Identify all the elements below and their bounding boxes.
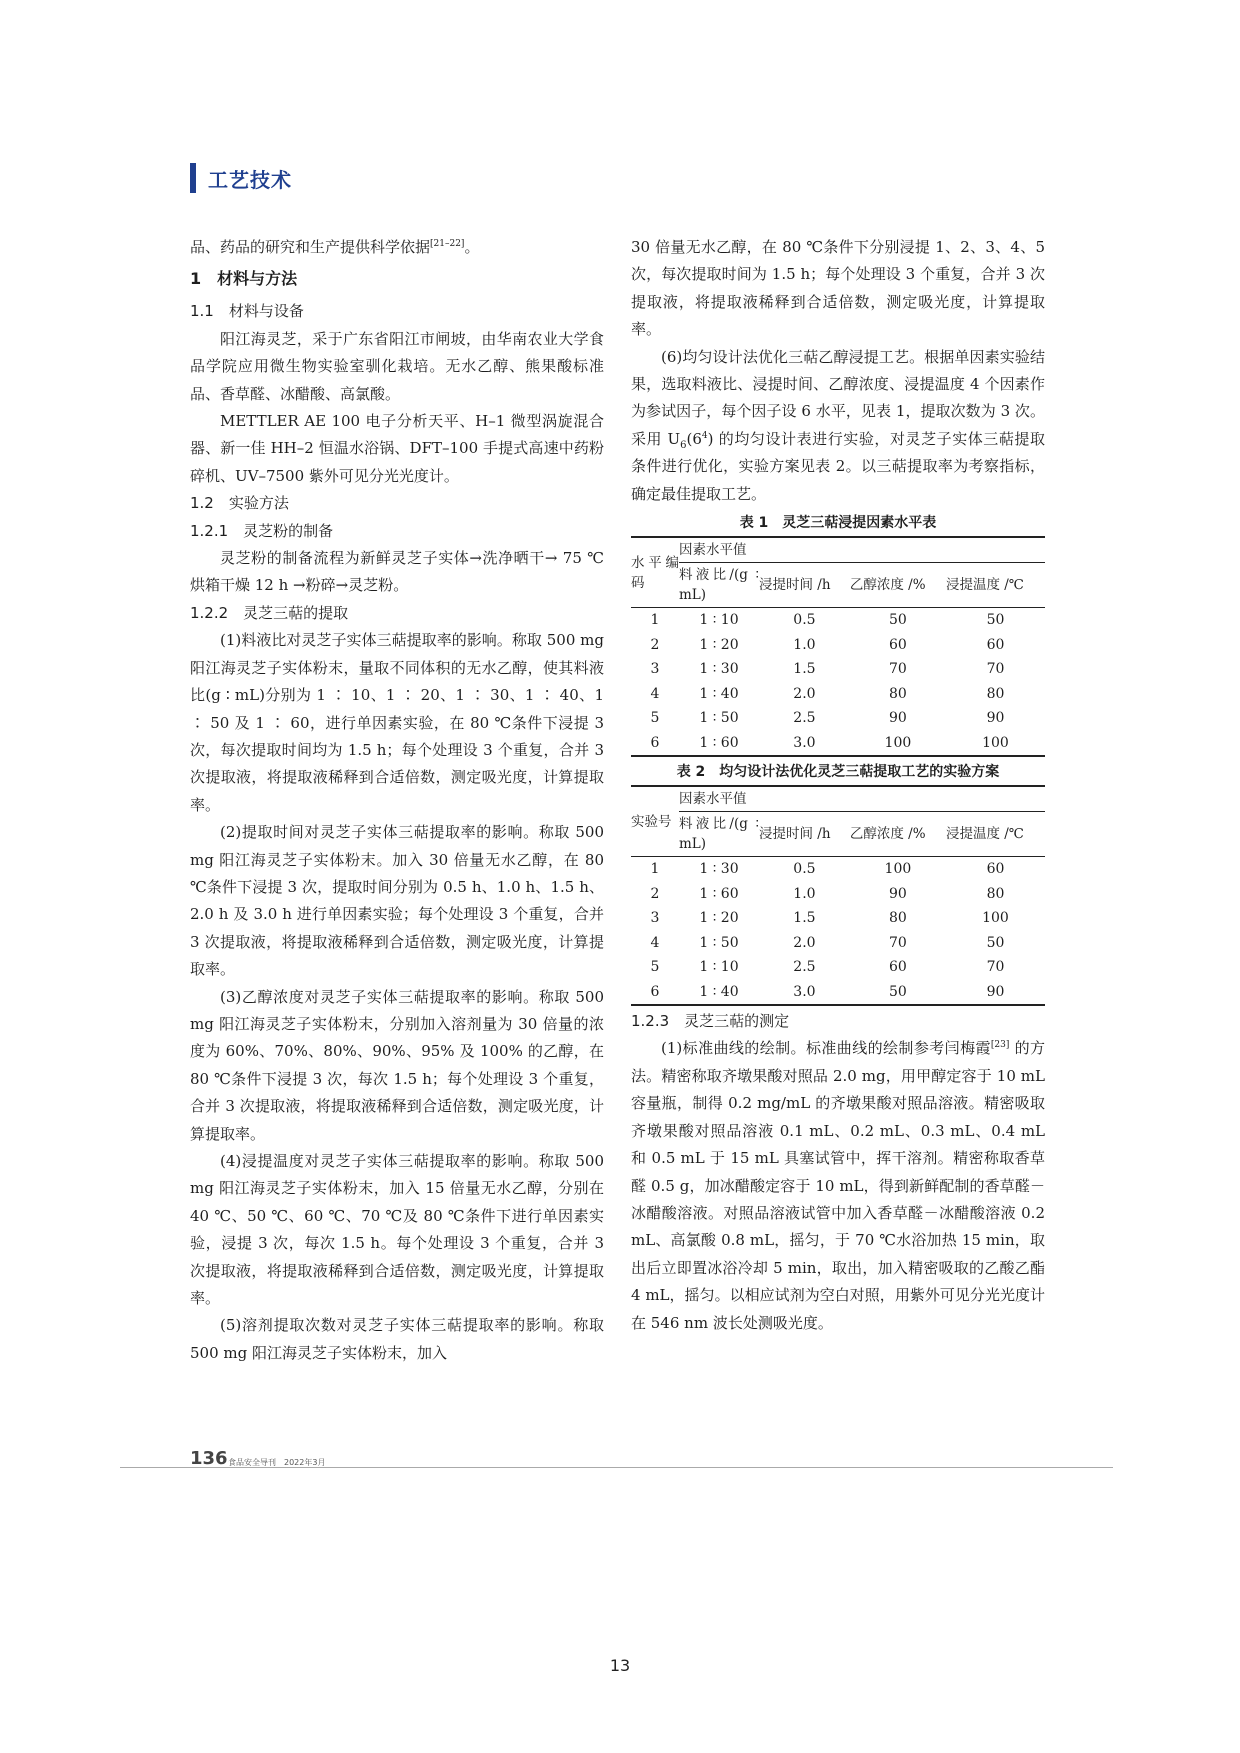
table-cell: 50 xyxy=(986,934,1005,951)
paragraph: (3)乙醇浓度对灵芝子实体三萜提取率的影响。称取 500 mg 阳江海灵芝子实体粉末，分别加入溶剂量为 30 倍量的浓度为 60%、70%、80%、90%、95% 及 100% 的乙醇，在 80 ℃条件下浸提 3 次，每次 1.5 h；每个处理设 3 个重复，合并 3 次提取液，将提取液稀释到合适倍数，测定吸光度，计算提取率。 xyxy=(190,987,604,1143)
table-cell: 70 xyxy=(889,934,907,951)
paragraph: (1)料液比对灵芝子实体三萜提取率的影响。称取 500 mg 阳江海灵芝子实体粉末，量取不同体积的无水乙醇，使其料液比(g ∶ mL)分别为 1 ∶ 10、1 ∶ 20、1 ∶ 30、1 ∶ 40、1 ∶ 50 及 1 ∶ 60，进行单因素实验，在 80 ℃条件下浸提 3 次，每次提取时间均为 1.5 h；每个处理设 3 个重复，合并 3 次提取液，将提取液稀释到合适倍数，测定吸光度，计算提取率。 xyxy=(190,631,604,814)
header-accent-bar xyxy=(190,163,196,193)
table-cell: 1 ∶ 10 xyxy=(699,612,739,629)
table-cell: 0.5 xyxy=(793,861,816,878)
table-caption: 表 2 均匀设计法优化灵芝三萜提取工艺的实验方案 xyxy=(676,764,1000,781)
table-cell: 1 ∶ 60 xyxy=(699,885,739,902)
table-cell: 80 xyxy=(889,685,907,702)
table-row xyxy=(631,682,1045,707)
table-cell: 2.0 xyxy=(793,685,816,702)
table-cell: 6 xyxy=(650,734,660,751)
table-row xyxy=(631,906,1045,931)
table-cell: 1 ∶ 40 xyxy=(699,983,739,1000)
table-cell: 1 ∶ 20 xyxy=(699,910,739,927)
paragraph: (1)标准曲线的绘制。标准曲线的绘制参考闫梅霞[23] 的方法。精密称取齐墩果酸对照品 2.0 mg，用甲醇定容于 10 mL 容量瓶，制得 0.2 mg/mL 的齐墩果酸对照品溶液。精密吸取齐墩果酸对照品溶液 0.1 mL、0.2 mL、0.3 mL、0.4 mL 和 0.5 mL 于 15 mL 具塞试管中，挥干溶剂。精密称取香草醛 0.5 g，加冰醋酸定容于 10 mL，得到新鲜配制的香草醛－冰醋酸溶液。对照品溶液试管中加入香草醛－冰醋酸溶液 0.2 mL、高氯酸 0.8 mL，摇匀，于 70 ℃水浴加热 15 min，取出后立即置冰浴冷却 5 min，取出，加入精密吸取的乙酸乙酯 4 mL，摇匀。以相应试剂为空白对照，用紫外可见分光光度计在 546 nm 波长处测吸光度。 xyxy=(631,1039,1045,1332)
table-cell: 5 xyxy=(650,959,660,976)
footer-journal-name: 食品安全导刊 2022年3月 xyxy=(228,1458,326,1467)
table-header-cell: 料液比/(g ∶ mL) xyxy=(679,567,759,604)
right-column xyxy=(631,234,1045,1337)
section-header xyxy=(190,163,292,193)
table-row xyxy=(631,657,1045,682)
table-cell: 1 xyxy=(650,612,660,629)
subsection-heading: 1.2.1 灵芝粉的制备 xyxy=(190,521,334,540)
table-header-cell: 实验号 xyxy=(631,786,679,857)
table-cell: 70 xyxy=(889,661,907,678)
table-cell: 1.5 xyxy=(793,910,816,927)
table-header-cell: 浸提时间 /h xyxy=(759,577,831,594)
table-cell: 1 xyxy=(650,861,660,878)
table-cell: 50 xyxy=(889,983,907,1000)
experiment-plan-table xyxy=(631,785,1045,1006)
table-header-cell: 浸提温度 /℃ xyxy=(945,826,1024,843)
table-cell: 100 xyxy=(884,734,912,751)
table-cell: 80 xyxy=(986,885,1005,902)
table-row xyxy=(631,633,1045,658)
table-cell: 90 xyxy=(889,885,907,902)
citation: [21–22] xyxy=(430,239,465,249)
paragraph: (6)均匀设计法优化三萜乙醇浸提工艺。根据单因素实验结果，选取料液比、浸提时间、乙醇浓度、浸提温度 4 个因素作为参试因子，每个因子设 6 水平，见表 1，提取次数为 3 次。采用 $U_6(6^4)$ 的均匀设计表进行实验，对灵芝子实体三萜提取条件进行优化，实验方案见表 2。以三萜提取率为考察指标，确定最佳提取工艺。 xyxy=(631,347,1045,503)
table-cell: 70 xyxy=(986,959,1005,976)
paragraph: 灵芝粉的制备流程为新鲜灵芝子实体→洗净晒干→ 75 ℃烘箱干燥 12 h →粉碎→灵芝粉。 xyxy=(190,549,604,595)
table-cell: 50 xyxy=(889,612,907,629)
table-row xyxy=(631,955,1045,980)
subsection-heading: 1.1 材料与设备 xyxy=(190,302,304,321)
table-cell: 3 xyxy=(650,661,660,678)
table-cell: 90 xyxy=(889,710,907,727)
table-cell: 1.0 xyxy=(793,636,816,653)
table-cell: 100 xyxy=(982,734,1009,751)
table-header-cell: 乙醇浓度 /% xyxy=(849,826,926,843)
table-cell: 6 xyxy=(650,983,660,1000)
table-cell: 2.5 xyxy=(793,959,816,976)
paragraph: (2)提取时间对灵芝子实体三萜提取率的影响。称取 500 mg 阳江海灵芝子实体粉末。加入 30 倍量无水乙醇，在 80 ℃条件下浸提 3 次，提取时间分别为 0.5 h、1.0 h、1.5 h、2.0 h 及 3.0 h 进行单因素实验；每个处理设 3 个重复，合并 3 次提取液，将提取液稀释到合适倍数，测定吸光度，计算提取率。 xyxy=(190,823,604,979)
table-cell: 60 xyxy=(889,959,907,976)
table-cell: 1.0 xyxy=(793,885,816,902)
table-cell: 1 ∶ 40 xyxy=(699,685,739,702)
factor-level-table xyxy=(631,536,1045,757)
header-title: 工艺技术 xyxy=(208,167,292,192)
table-cell: 1 ∶ 20 xyxy=(699,636,739,653)
table-cell: 60 xyxy=(986,861,1005,878)
page-number: 13 xyxy=(609,1656,631,1675)
table-row xyxy=(631,857,1045,882)
table-row xyxy=(631,706,1045,731)
table-cell: 3 xyxy=(650,910,660,927)
subsection-heading: 1.2.2 灵芝三萜的提取 xyxy=(190,603,349,622)
table-cell: 60 xyxy=(889,636,907,653)
table-cell: 3.0 xyxy=(793,983,816,1000)
table-cell: 2 xyxy=(650,885,660,902)
paragraph: (4)浸提温度对灵芝子实体三萜提取率的影响。称取 500 mg 阳江海灵芝子实体粉末，加入 15 倍量无水乙醇，分别在 40 ℃、50 ℃、60 ℃、70 ℃及 80 ℃条件下进行单因素实验，浸提 3 次，每次 1.5 h。每个处理设 3 个重复，合并 3 次提取液，将提取液稀释到合适倍数，测定吸光度，计算提取率。 xyxy=(190,1152,604,1308)
table-cell: 60 xyxy=(986,636,1005,653)
section-heading: 1 材料与方法 xyxy=(190,269,298,289)
citation: [23] xyxy=(990,1040,1010,1051)
table-cell: 80 xyxy=(986,685,1005,702)
table-caption: 表 1 灵芝三萜浸提因素水平表 xyxy=(739,515,937,532)
footer-rule xyxy=(120,1467,1113,1468)
table-cell: 1 ∶ 10 xyxy=(699,959,739,976)
table-cell: 70 xyxy=(986,661,1005,678)
table-cell: 100 xyxy=(982,910,1009,927)
table-cell: 1 ∶ 30 xyxy=(699,861,739,878)
paragraph: 品、药品的研究和生产提供科学依据[21–22]。 xyxy=(190,238,480,256)
table-cell: 1 ∶ 60 xyxy=(699,734,739,751)
table-row xyxy=(631,980,1045,1006)
paragraph: (5)溶剂提取次数对灵芝子实体三萜提取率的影响。称取 500 mg 阳江海灵芝子实体粉末，加入 xyxy=(190,1316,604,1362)
footer-page-number: 136 xyxy=(190,1448,228,1469)
table-row xyxy=(631,882,1045,907)
paragraph: 30 倍量无水乙醇，在 80 ℃条件下分别浸提 1、2、3、4、5 次，每次提取时间为 1.5 h；每个处理设 3 个重复，合并 3 次提取液，将提取液稀释到合适倍数，测定吸光度，计算提取率。 xyxy=(631,238,1045,339)
table-row xyxy=(631,931,1045,956)
table-cell: 80 xyxy=(889,910,907,927)
table-cell: 1 ∶ 50 xyxy=(699,710,739,727)
table-cell: 90 xyxy=(986,710,1005,727)
table-cell: 1 ∶ 30 xyxy=(699,661,739,678)
table-cell: 4 xyxy=(650,934,660,951)
table-cell: 2.5 xyxy=(793,710,816,727)
table-cell: 5 xyxy=(650,710,660,727)
table-row xyxy=(631,608,1045,633)
paragraph: 阳江海灵芝，采于广东省阳江市闸坡，由华南农业大学食品学院应用微生物实验室驯化栽培。无水乙醇、熊果酸标准品、香草醛、冰醋酸、高氯酸。 xyxy=(190,329,604,403)
table-body xyxy=(631,608,1045,757)
table-cell: 2.0 xyxy=(793,934,816,951)
table-cell: 50 xyxy=(986,612,1005,629)
table-group-header: 因素水平值 xyxy=(679,537,1045,563)
subsection-heading: 1.2.3 灵芝三萜的测定 xyxy=(631,1012,790,1031)
table-header-cell: 水平编码 xyxy=(631,537,679,608)
table-cell: 90 xyxy=(986,983,1005,1000)
paragraph: METTLER AE 100 电子分析天平、H–1 微型涡旋混合器、新一佳 HH–2 恒温水浴锅、DFT–100 手提式高速中药粉碎机、UV–7500 紫外可见分光光度计。 xyxy=(190,412,604,485)
table-cell: 100 xyxy=(884,861,912,878)
table-cell: 2 xyxy=(650,636,660,653)
table-body xyxy=(631,857,1045,1006)
table-row xyxy=(631,731,1045,757)
table-cell: 3.0 xyxy=(793,734,816,751)
table-header-cell: 浸提温度 /℃ xyxy=(945,577,1024,594)
table-header-cell: 乙醇浓度 /% xyxy=(849,577,926,594)
table-cell: 0.5 xyxy=(793,612,816,629)
table-cell: 1 ∶ 50 xyxy=(699,934,739,951)
table-cell: 4 xyxy=(650,685,660,702)
left-column xyxy=(190,234,604,1367)
table-header-cell: 浸提时间 /h xyxy=(759,826,831,843)
table-cell: 1.5 xyxy=(793,661,816,678)
table-header-cell: 料液比/(g ∶ mL) xyxy=(679,816,759,853)
subsection-heading: 1.2 实验方法 xyxy=(190,494,289,513)
table-group-header: 因素水平值 xyxy=(679,786,1045,812)
